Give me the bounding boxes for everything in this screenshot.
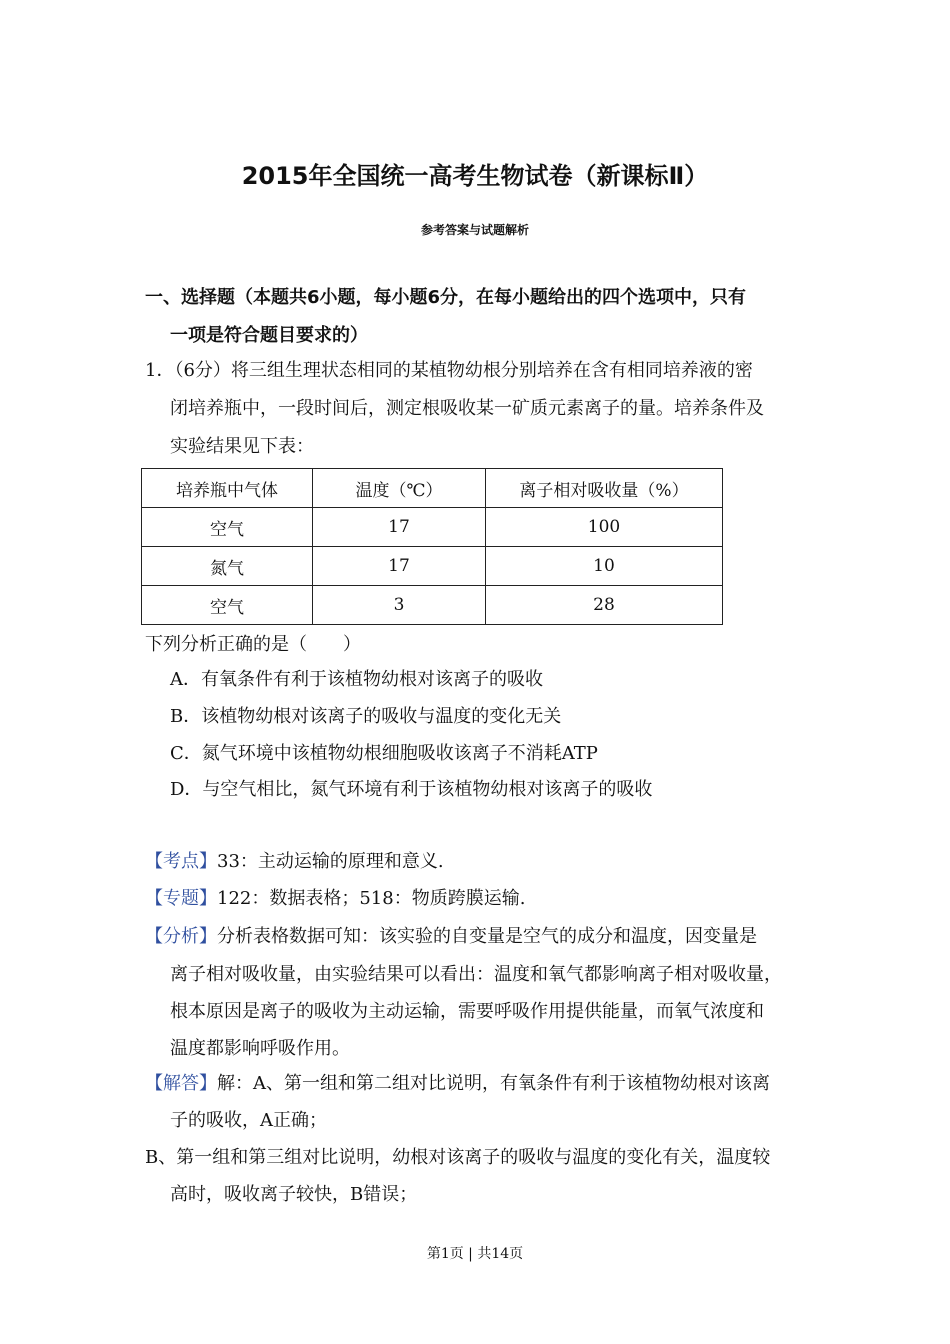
kaodian-text: 33：主动运输的原理和意义.: [217, 851, 444, 872]
table-cell: 10: [486, 547, 723, 586]
table-header-row: [142, 469, 723, 508]
option-a: A．有氧条件有利于该植物幼根对该离子的吸收: [170, 669, 543, 690]
fenxi-text: 根本原因是离子的吸收为主动运输，需要呼吸作用提供能量，而氧气浓度和: [170, 1001, 764, 1022]
jieda-text: 子的吸收，A正确；: [170, 1110, 327, 1131]
page-subtitle: 参考答案与试题解析: [420, 223, 529, 237]
section-heading: 一、选择题（本题共6小题，每小题6分，在每小题给出的四个选项中，只有: [145, 287, 747, 308]
jieda-text: 高时，吸收离子较快，B错误；: [170, 1184, 418, 1205]
section-heading-cont: 一项是符合题目要求的）: [170, 325, 368, 346]
table-cell: 100: [486, 508, 723, 547]
jieda-text: B、第一组和第三组对比说明，幼根对该离子的吸收与温度的变化有关，温度较: [145, 1147, 771, 1168]
table-cell: 17: [313, 547, 486, 586]
table-header: 离子相对吸收量（%）: [486, 469, 723, 508]
kaodian-line: [145, 850, 444, 874]
kaodian-tag: 【考点】: [145, 851, 217, 872]
fenxi-line: [145, 925, 757, 949]
zhuanti-text: 122：数据表格；518：物质跨膜运输.: [217, 888, 526, 909]
fenxi-tag: 【分析】: [145, 926, 217, 947]
table-cell: 28: [486, 586, 723, 625]
option-d: D．与空气相比，氮气环境有利于该植物幼根对该离子的吸收: [170, 779, 653, 800]
table-cell: 3: [313, 586, 486, 625]
table-header: 培养瓶中气体: [142, 469, 313, 508]
question-prompt: 下列分析正确的是（ ）: [145, 634, 361, 655]
table-cell: 17: [313, 508, 486, 547]
question-text: 1．（6分）将三组生理状态相同的某植物幼根分别培养在含有相同培养液的密: [145, 360, 753, 381]
zhuanti-tag: 【专题】: [145, 888, 217, 909]
question-text: 闭培养瓶中，一段时间后，测定根吸收某一矿质元素离子的量。培养条件及: [170, 398, 764, 419]
jieda-text: 解：A、第一组和第二组对比说明，有氧条件有利于该植物幼根对该离: [217, 1073, 770, 1094]
table-row: [142, 547, 723, 586]
table-cell: 空气: [142, 586, 313, 625]
jieda-tag: 【解答】: [145, 1073, 217, 1094]
fenxi-text: 分析表格数据可知：该实验的自变量是空气的成分和温度，因变量是: [217, 926, 757, 947]
table-header: 温度（℃）: [313, 469, 486, 508]
data-table: [141, 468, 723, 625]
option-c: C．氮气环境中该植物幼根细胞吸收该离子不消耗ATP: [170, 743, 598, 764]
zhuanti-line: [145, 887, 525, 911]
page-title: 2015年全国统一高考生物试卷（新课标Ⅱ）: [241, 162, 709, 190]
table-row: [142, 586, 723, 625]
jieda-line: [145, 1072, 770, 1096]
fenxi-text: 离子相对吸收量，由实验结果可以看出：温度和氧气都影响离子相对吸收量，: [170, 964, 782, 985]
page-footer: 第1页 | 共14页: [426, 1246, 524, 1262]
table-cell: 空气: [142, 508, 313, 547]
option-b: B．该植物幼根对该离子的吸收与温度的变化无关: [170, 706, 562, 727]
table-cell: 氮气: [142, 547, 313, 586]
table-row: [142, 508, 723, 547]
fenxi-text: 温度都影响呼吸作用。: [170, 1038, 350, 1059]
question-text: 实验结果见下表：: [170, 436, 314, 457]
